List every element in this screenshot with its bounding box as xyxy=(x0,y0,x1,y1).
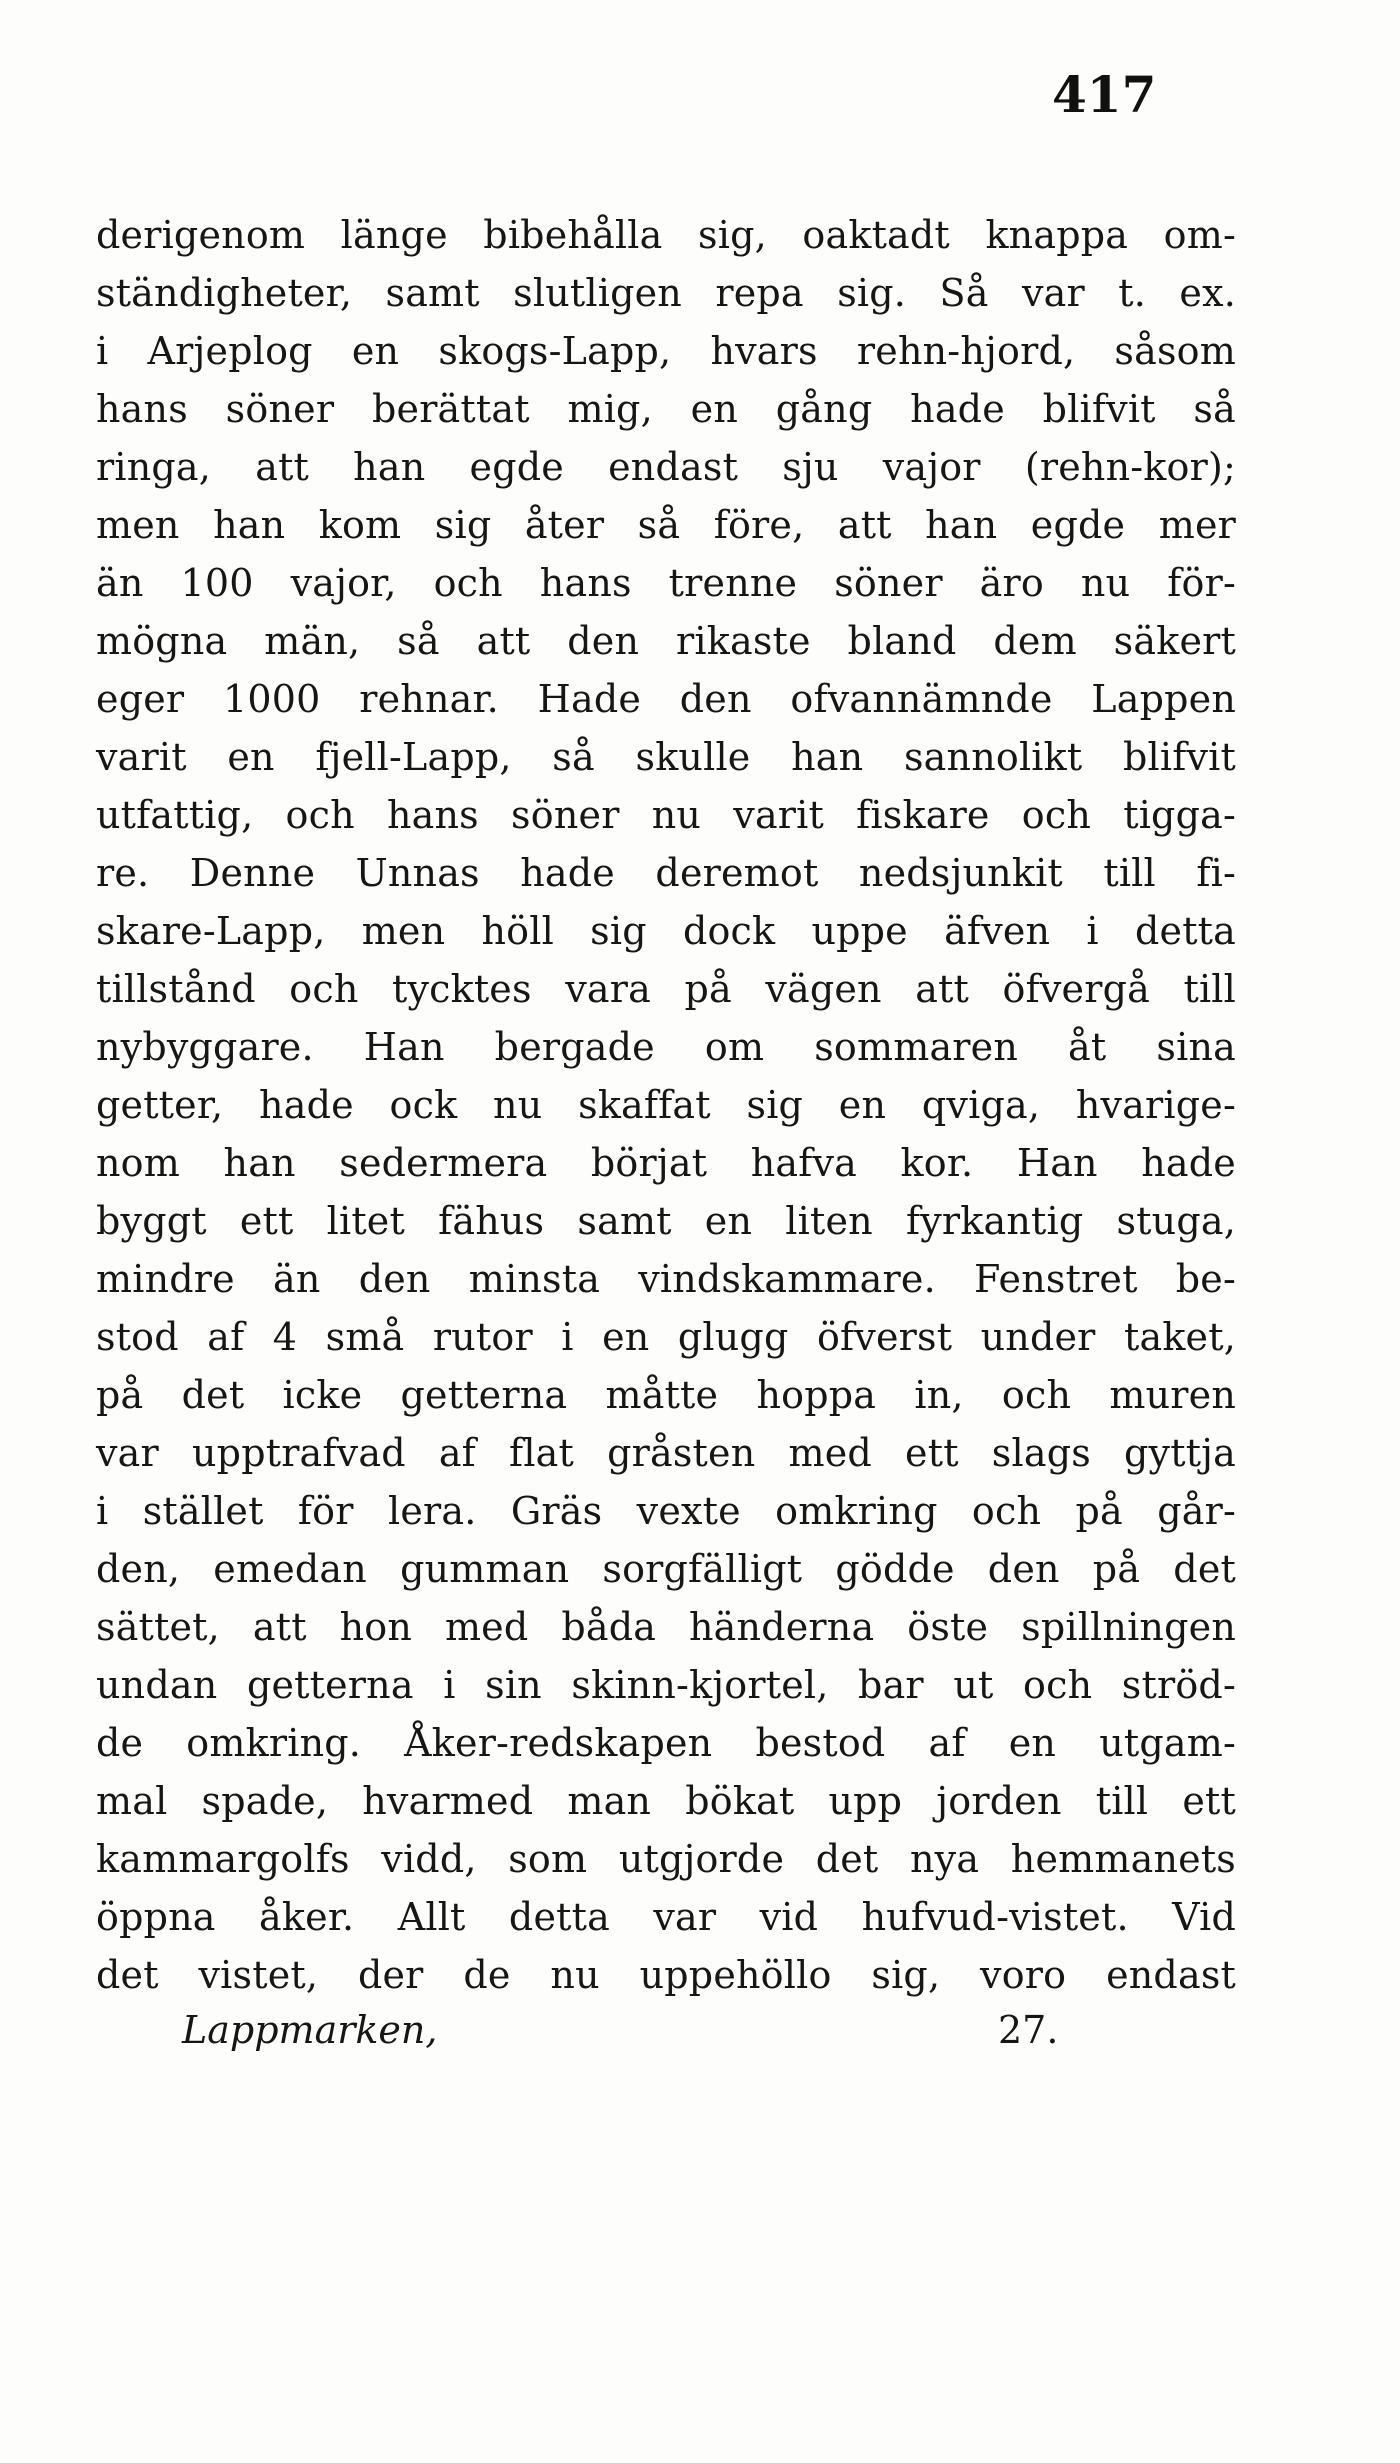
text-line: de omkring. Åker-redskapen bestod af en utgam- xyxy=(96,1721,1236,1765)
text-line: stod af 4 små rutor i en glugg öfverst under taket, xyxy=(96,1315,1236,1359)
text-line: öppna åker. Allt detta var vid hufvud-vistet. Vid xyxy=(96,1895,1236,1939)
text-line: byggt ett litet fähus samt en liten fyrkantig stuga, xyxy=(96,1199,1236,1243)
text-line: ringa, att han egde endast sju vajor (rehn-kor); xyxy=(96,445,1236,489)
text-line: mögna män, så att den rikaste bland dem säkert xyxy=(96,619,1236,663)
text-line: utfattig, och hans söner nu varit fiskare och tigga- xyxy=(96,793,1236,837)
text-line: nom han sedermera börjat hafva kor. Han hade xyxy=(96,1141,1236,1185)
text-line: ständigheter, samt slutligen repa sig. Så var t. ex. xyxy=(96,271,1236,315)
text-line: den, emedan gumman sorgfälligt gödde den på det xyxy=(96,1547,1236,1591)
text-line: varit en fjell-Lapp, så skulle han sannolikt blifvit xyxy=(96,735,1236,779)
text-line: mindre än den minsta vindskammare. Fenstret be- xyxy=(96,1257,1236,1301)
page-number: 417 xyxy=(1052,65,1157,124)
text-line: än 100 vajor, och hans trenne söner äro nu för- xyxy=(96,561,1236,605)
text-line: eger 1000 rehnar. Hade den ofvannämnde Lappen xyxy=(96,677,1236,721)
text-line: hans söner berättat mig, en gång hade blifvit så xyxy=(96,387,1236,431)
text-line: undan getterna i sin skinn-kjortel, bar ut och ströd- xyxy=(96,1663,1236,1707)
text-line: derigenom länge bibehålla sig, oaktadt knappa om- xyxy=(96,213,1236,257)
text-line: var upptrafvad af flat gråsten med ett slags gyttja xyxy=(96,1431,1236,1475)
text-line: mal spade, hvarmed man bökat upp jorden till ett xyxy=(96,1779,1236,1823)
text-line: re. Denne Unnas hade deremot nedsjunkit till fi- xyxy=(96,851,1236,895)
text-line: kammargolfs vidd, som utgjorde det nya hemmanets xyxy=(96,1837,1236,1881)
page-footer xyxy=(96,2000,1236,2060)
text-line: i stället för lera. Gräs vexte omkring och på går- xyxy=(96,1489,1236,1533)
text-line: men han kom sig åter så före, att han egde mer xyxy=(96,503,1236,547)
text-line: på det icke getterna måtte hoppa in, och muren xyxy=(96,1373,1236,1417)
text-line: tillstånd och tycktes vara på vägen att öfvergå till xyxy=(96,967,1236,1011)
running-title: Lappmarken, xyxy=(182,2008,438,2052)
text-line: det vistet, der de nu uppehöllo sig, voro endast xyxy=(96,1953,1236,1997)
text-line: skare-Lapp, men höll sig dock uppe äfven i detta xyxy=(96,909,1236,953)
text-line: i Arjeplog en skogs-Lapp, hvars rehn-hjord, såsom xyxy=(96,329,1236,373)
text-line: sättet, att hon med båda händerna öste spillningen xyxy=(96,1605,1236,1649)
text-line: nybyggare. Han bergade om sommaren åt sina xyxy=(96,1025,1236,1069)
signature-mark: 27. xyxy=(998,2008,1059,2052)
text-line: getter, hade ock nu skaffat sig en qviga, hvarige- xyxy=(96,1083,1236,1127)
